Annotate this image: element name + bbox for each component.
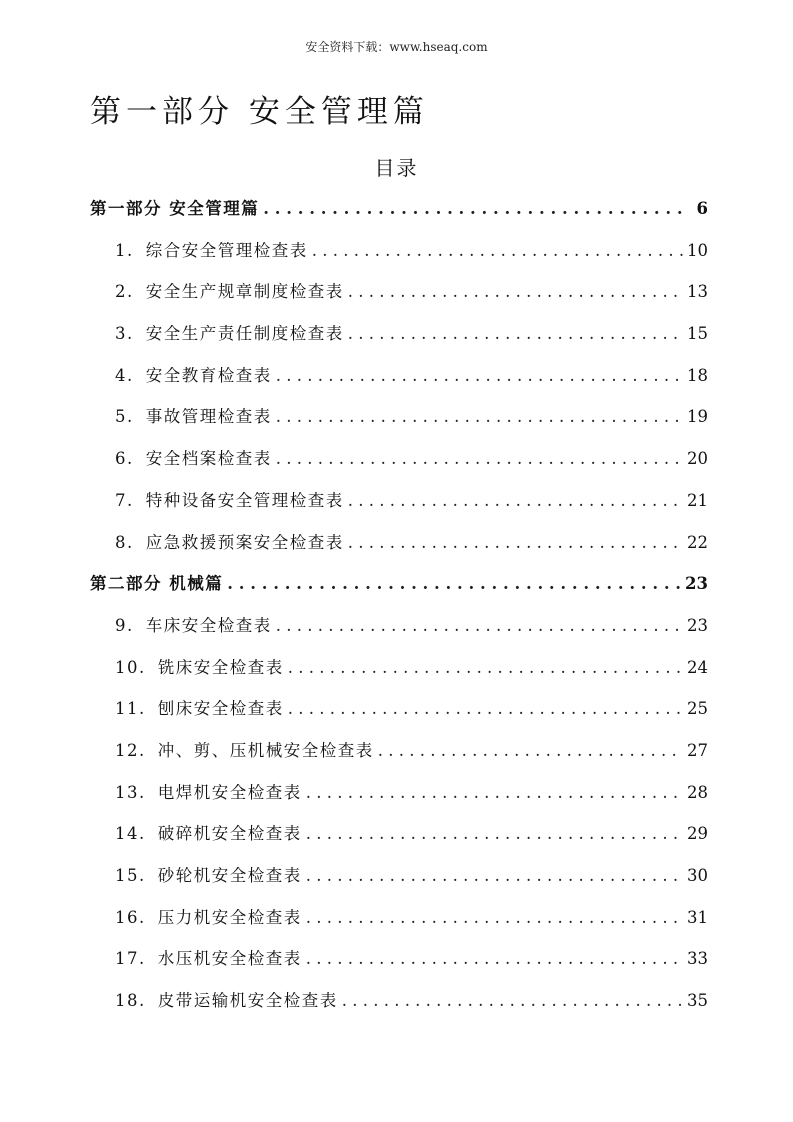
toc-entry-text: 破碎机安全检查表 — [157, 824, 302, 844]
toc-leader-dots — [342, 980, 683, 1022]
toc-page-number: 18 — [687, 365, 708, 385]
toc-page-number: 28 — [687, 782, 708, 802]
toc-page-number: 23 — [687, 615, 708, 635]
toc-item-entry[interactable] — [90, 313, 708, 355]
toc-leader-dots — [348, 480, 683, 522]
toc-entry-label — [115, 313, 344, 355]
toc-item-entry[interactable] — [90, 355, 708, 397]
page-header: 安全资料下载：www.hseaq.com — [305, 40, 488, 54]
toc-entry-number: 15. — [115, 866, 146, 885]
toc-page-number: 20 — [687, 449, 708, 469]
toc-entry-label — [115, 438, 272, 480]
toc-entry-text: 砂轮机安全检查表 — [157, 866, 302, 885]
toc-item-entry[interactable] — [90, 271, 708, 313]
toc-leader-dots — [263, 188, 684, 230]
toc-leader-dots — [227, 563, 681, 605]
toc-leader-dots — [306, 897, 683, 939]
toc-entry-number: 3. — [115, 324, 134, 344]
toc-entry-text: 车床安全检查表 — [145, 615, 272, 635]
toc-page-number: 6 — [696, 199, 708, 218]
toc-leader-dots — [348, 522, 683, 564]
toc-page-number: 22 — [687, 532, 708, 552]
toc-entry-label — [115, 688, 284, 730]
toc-leader-dots — [312, 230, 683, 272]
toc-page-number: 27 — [687, 740, 708, 760]
toc-item-entry[interactable] — [90, 980, 708, 1022]
toc-page-number: 35 — [687, 991, 708, 1011]
toc-entry-label — [115, 396, 272, 438]
toc-entry-text: 安全档案检查表 — [145, 449, 272, 469]
toc-entry-number: 16. — [115, 907, 146, 927]
toc-entry-text: 第一部分 安全管理篇 — [90, 199, 260, 218]
toc-entry-number: 5. — [115, 407, 134, 427]
toc-entry-text: 特种设备安全管理检查表 — [145, 490, 344, 510]
toc-entry-label — [115, 605, 272, 647]
toc-entry-text: 安全教育检查表 — [145, 365, 272, 385]
toc-entry-number: 17. — [115, 949, 146, 969]
toc-entry-number: 6. — [115, 449, 134, 469]
toc-entry-label — [115, 938, 302, 980]
toc-entry-text: 电焊机安全检查表 — [157, 782, 302, 802]
table-of-contents — [90, 188, 708, 1022]
toc-item-entry[interactable] — [90, 605, 708, 647]
toc-page-number: 30 — [687, 866, 708, 885]
toc-leader-dots — [306, 938, 683, 980]
toc-item-entry[interactable] — [90, 772, 708, 814]
toc-entry-number: 13. — [115, 782, 146, 802]
toc-entry-number: 9. — [115, 615, 134, 635]
toc-entry-label — [115, 355, 272, 397]
toc-entry-text: 压力机安全检查表 — [157, 907, 302, 927]
toc-entry-number: 8. — [115, 532, 134, 552]
toc-entry-text: 安全生产规章制度检查表 — [145, 282, 344, 302]
toc-entry-label — [115, 897, 302, 939]
toc-entry-label — [115, 230, 308, 272]
toc-page-number: 13 — [687, 282, 708, 302]
toc-page-number: 25 — [687, 699, 708, 719]
toc-entry-text: 第二部分 机械篇 — [90, 574, 224, 594]
toc-entry-label — [90, 563, 223, 605]
toc-entry-number: 14. — [115, 824, 146, 844]
toc-part-entry[interactable] — [90, 188, 708, 230]
toc-item-entry[interactable] — [90, 396, 708, 438]
toc-entry-label — [115, 772, 302, 814]
toc-entry-label — [115, 271, 344, 313]
toc-part-entry[interactable] — [90, 563, 708, 605]
toc-item-entry[interactable] — [90, 938, 708, 980]
toc-entry-label — [115, 522, 344, 564]
toc-page-number: 15 — [687, 324, 708, 344]
toc-entry-text: 刨床安全检查表 — [157, 699, 284, 719]
toc-leader-dots — [288, 688, 683, 730]
toc-item-entry[interactable] — [90, 480, 708, 522]
toc-page-number: 19 — [687, 407, 708, 427]
toc-title: 目录 — [374, 156, 419, 180]
toc-item-entry[interactable] — [90, 647, 708, 689]
toc-entry-text: 综合安全管理检查表 — [145, 240, 308, 260]
toc-page-number: 29 — [687, 824, 708, 844]
toc-entry-label — [90, 188, 259, 230]
toc-entry-text: 安全生产责任制度检查表 — [145, 324, 344, 344]
toc-entry-text: 应急救援预案安全检查表 — [145, 532, 344, 552]
toc-leader-dots — [276, 605, 683, 647]
toc-page-number: 10 — [687, 240, 708, 260]
toc-entry-text: 水压机安全检查表 — [157, 949, 302, 969]
toc-leader-dots — [288, 647, 683, 689]
toc-entry-text: 事故管理检查表 — [145, 407, 272, 427]
toc-leader-dots — [276, 438, 683, 480]
toc-entry-label — [115, 980, 338, 1022]
toc-leader-dots — [348, 313, 683, 355]
toc-leader-dots — [378, 730, 683, 772]
toc-item-entry[interactable] — [90, 438, 708, 480]
toc-leader-dots — [306, 772, 683, 814]
toc-entry-number: 10. — [115, 657, 146, 677]
toc-page-number: 31 — [687, 907, 708, 927]
toc-leader-dots — [306, 813, 683, 855]
toc-entry-number: 1. — [115, 240, 134, 260]
toc-entry-number: 11. — [115, 699, 146, 719]
toc-entry-text: 皮带运输机安全检查表 — [157, 991, 338, 1011]
toc-item-entry[interactable] — [90, 897, 708, 939]
toc-entry-number: 7. — [115, 490, 134, 510]
toc-entry-label — [115, 647, 284, 689]
toc-entry-number: 4. — [115, 365, 134, 385]
toc-page-number: 23 — [685, 574, 708, 594]
toc-entry-text: 铣床安全检查表 — [157, 657, 284, 677]
toc-item-entry[interactable] — [90, 730, 708, 772]
toc-page-number: 21 — [687, 490, 708, 510]
toc-page-number: 24 — [687, 657, 708, 677]
toc-leader-dots — [348, 271, 683, 313]
toc-entry-number: 12. — [115, 740, 146, 760]
toc-item-entry[interactable] — [90, 813, 708, 855]
toc-entry-number: 18. — [115, 991, 146, 1011]
toc-entry-label — [115, 855, 302, 897]
toc-leader-dots — [276, 355, 683, 397]
toc-leader-dots — [306, 855, 683, 897]
toc-page-number: 33 — [687, 949, 708, 969]
toc-entry-label — [115, 480, 344, 522]
toc-entry-number: 2. — [115, 282, 134, 302]
toc-entry-text: 冲、剪、压机械安全检查表 — [157, 740, 374, 760]
toc-item-entry[interactable] — [90, 855, 708, 897]
toc-item-entry[interactable] — [90, 522, 708, 564]
toc-entry-label — [115, 813, 302, 855]
toc-entry-label — [115, 730, 374, 772]
part-title: 第一部分 安全管理篇 — [90, 94, 429, 130]
toc-item-entry[interactable] — [90, 688, 708, 730]
toc-item-entry[interactable] — [90, 230, 708, 272]
toc-leader-dots — [276, 396, 683, 438]
